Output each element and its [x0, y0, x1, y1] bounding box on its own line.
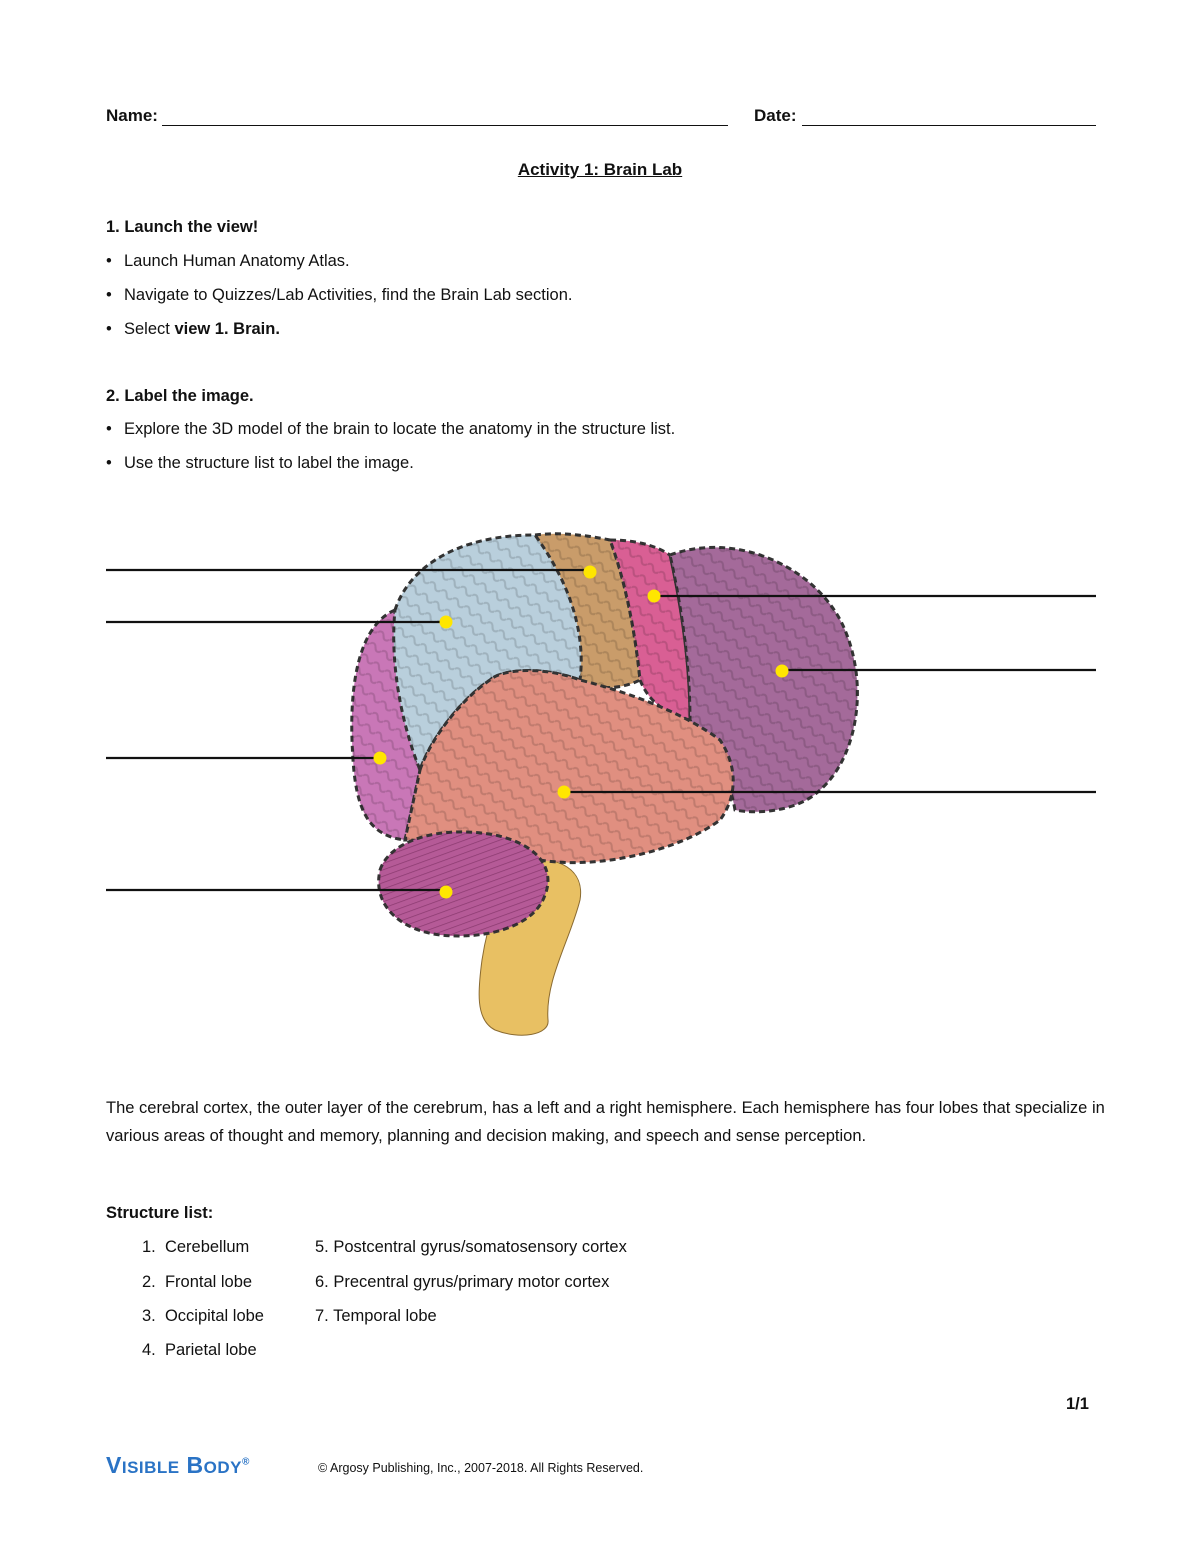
marker-precentral[interactable] [648, 590, 661, 603]
structure-item-3: 3. Occipital lobe [142, 1307, 264, 1325]
visible-body-logo: VISIBLE BODY® [106, 1452, 250, 1478]
step1-heading: 1. Launch the view! [106, 218, 259, 236]
structure-item-6: 6. Precentral gyrus/primary motor cortex [315, 1273, 610, 1291]
marker-cerebellum[interactable] [440, 886, 453, 899]
step2-bullet-2: • Use the structure list to label the image. [106, 454, 414, 472]
marker-parietal[interactable] [440, 616, 453, 629]
marker-postcentral[interactable] [584, 566, 597, 579]
date-label: Date: [754, 106, 797, 125]
name-label: Name: [106, 106, 158, 125]
structure-item-4: 4. Parietal lobe [142, 1341, 257, 1359]
marker-occipital[interactable] [374, 752, 387, 765]
page-number: 1/1 [1066, 1395, 1089, 1413]
structure-item-1: 1. Cerebellum [142, 1238, 250, 1256]
marker-frontal[interactable] [776, 665, 789, 678]
cerebellum-region [379, 832, 548, 936]
structure-item-5: 5. Postcentral gyrus/somatosensory cortex [315, 1238, 627, 1256]
step2-bullet-1: • Explore the 3D model of the brain to locate the anatomy in the structure list. [106, 420, 676, 438]
step1-bullet-3: • Select view 1. Brain. [106, 320, 280, 338]
structure-item-2: 2. Frontal lobe [142, 1273, 253, 1291]
copyright-text: © Argosy Publishing, Inc., 2007-2018. All Rights Reserved. [318, 1461, 644, 1475]
page-title: Activity 1: Brain Lab [517, 160, 683, 179]
marker-temporal[interactable] [558, 786, 571, 799]
structure-list-heading: Structure list: [106, 1204, 214, 1222]
step1-bullet-2: • Navigate to Quizzes/Lab Activities, find the Brain Lab section. [106, 286, 573, 304]
description-paragraph: The cerebral cortex, the outer layer of the cerebrum, has a left and a right hemisphere. Each hemisphere has four lobes that specialize in various areas of thought and memory, planning and decision making, and speech and sense perception. [106, 1099, 1105, 1145]
step2-heading: 2. Label the image. [106, 387, 254, 405]
structure-item-7: 7. Temporal lobe [315, 1307, 437, 1325]
step1-bullet-1: • Launch Human Anatomy Atlas. [106, 252, 350, 270]
